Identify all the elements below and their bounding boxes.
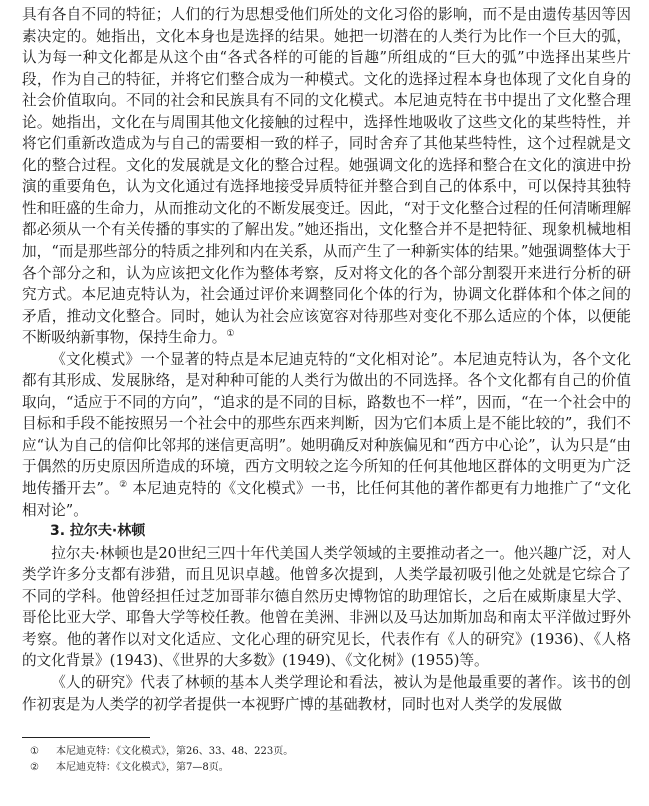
footnote — [22, 744, 631, 760]
book-page — [22, 4, 631, 776]
body-paragraph — [22, 349, 631, 521]
body-paragraph: 拉尔夫·林顿也是20世纪三四十年代美国人类学领域的主要推动者之一。他兴趣广泛，对人类学许多分支都有涉猎，而且见识卓越。他曾多次提到，人类学最初吸引他之处就是它综合了不同的学科。他曾经担任过芝加哥菲尔德自然历史博物馆的助理馆长，之后在威斯康星大学、哥伦比亚大学、耶鲁大学等校任教。他曾在美洲、非洲以及马达加斯加岛和南太平洋做过野外考察。他的著作以对文化适应、文化心理的研究见长，代表作有《人的研究》(1936)、《人格的文化背景》(1943)、《世界的大多数》(1949)、《文化树》(1955)等。 — [22, 544, 631, 670]
footnote-text: 本尼迪克特：《文化模式》，第26、33、48、223页。 — [56, 746, 294, 758]
body-paragraph — [22, 4, 631, 349]
paragraph-text: 具有各自不同的特征；人们的行为思想受他们所处的文化习俗的影响，而不是由遗传基因等因素决定的。她指出，文化本身也是选择的结果。她把一切潜在的人类行为比作一个巨大的弧，认为每一种文化都是从这个由“各式各样的可能的旨趣”所组成的“巨大的弧”中选择出某些片段，作为自己的特征，并将它们整合成为一种模式。文化的选择过程本身也体现了文化自身的社会价值取向。不同的社会和民族具有不同的文化模式。本尼迪克特在书中提出了文化整合理论。她指出，文化在与周围其他文化接触的过程中，选择性地吸收了这些文化的某些特性，并将它们重新改造成为与自己的需要相一致的样子，同时舍弃了其他某些特性，这个过程就是文化的整合过程。文化的发展就是文化的整合过程。她强调文化的选择和整合在文化的演进中扮演的重要角色，认为文化通过有选择地接受异质特征并整合到自己的体系中，可以保持其独特性和旺盛的生命力，从而推动文化的不断发展变迁。因此，“对于文化整合过程的任何清晰理解都必须从一个有关传播的事实的了解出发。”她还指出，文化整合并不是把特征、现象机械地相加，“而是那些部分的特质之排列和内在关系，从而产生了一种新实体的结果。”她强调整体大于各个部分之和，认为应该把文化作为整体考察，反对将文化的各个部分割裂开来进行分析的研究方式。本尼迪克特认为，社会通过评价来调整同化个体的行为，协调文化群体和个体之间的矛盾，推动文化整合。同时，她认为社会应该宽容对待那些对变化不那么适应的个体，以便能不断吸纳新事物，保持生命力。 — [22, 6, 631, 347]
footnote — [22, 760, 631, 776]
footnote-divider — [22, 737, 150, 738]
footnote-reference: ② — [119, 480, 128, 491]
footnote-mark: ① — [30, 746, 39, 758]
body-paragraph: 《人的研究》代表了林顿的基本人类学理论和看法，被认为是他最重要的著作。该书的创作初衷是为人类学的初学者提供一本视野广博的基础教材，同时也对人类学的发展做 — [22, 673, 631, 713]
paragraph-text: 《文化模式》一个显著的特点是本尼迪克特的“文化相对论”。本尼迪克特认为，各个文化都有其形成、发展脉络，是对种种可能的人类行为做出的不同选择。各个文化都有自己的价值取向，“适应于不同的方向”，“追求的是不同的目标，路数也不一样”，因而，“在一个社会中的目标和手段不能按照另一个社会中的那些东西来判断，因为它们本质上是不能比较的”，我们不应“认为自己的信仰比邻邦的迷信更高明”。她明确反对种族偏见和“西方中心论”，认为只是“由于偶然的历史原因所造成的环境，西方文明较之迄今所知的任何其他地区群体的文明更为广泛地传播开去”。 — [22, 350, 631, 498]
section-heading: 3. 拉尔夫·林顿 — [50, 523, 146, 540]
footnote-reference: ① — [226, 329, 235, 340]
footnote-mark: ② — [30, 762, 39, 774]
footnote-text: 本尼迪克特：《文化模式》，第7—8页。 — [56, 762, 229, 774]
paragraph-text-tail: 本尼迪克特的《文化模式》一书，比任何其他的著作都更有力地推广了“文化相对论”。 — [22, 480, 631, 519]
